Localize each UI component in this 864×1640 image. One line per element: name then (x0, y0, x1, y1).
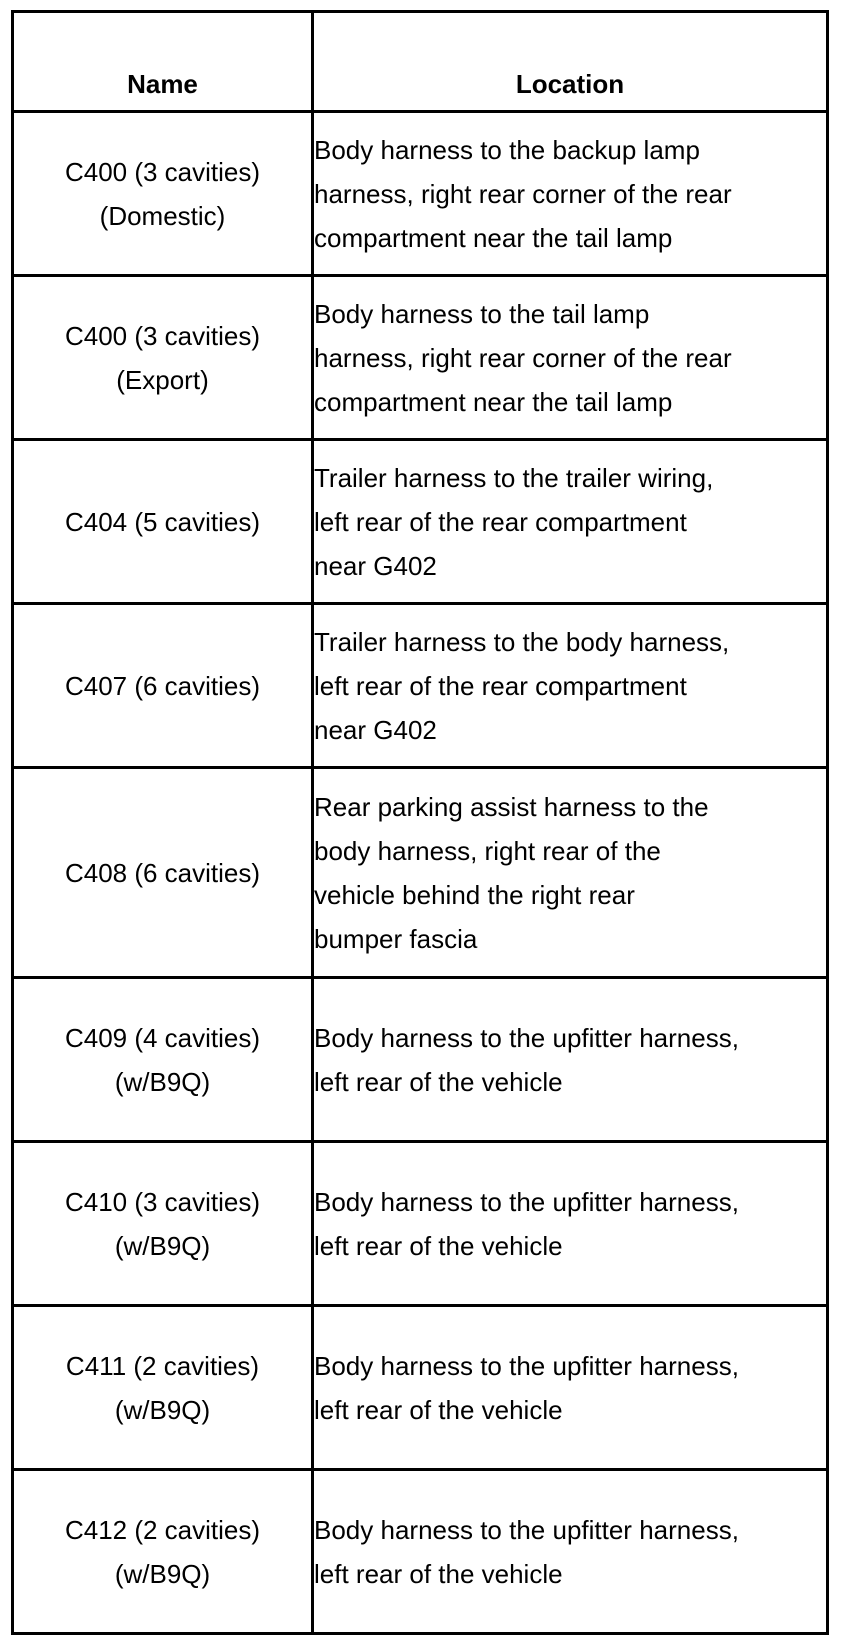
table-row (13, 1470, 828, 1634)
connector-name-cell (13, 276, 313, 440)
connector-location-table (11, 10, 829, 1635)
connector-name-line: (w/B9Q) (114, 1394, 211, 1425)
connector-name-line: C400 (3 cavities) (64, 320, 261, 351)
connector-name-cell (13, 112, 313, 276)
connector-name-cell (13, 768, 313, 978)
location-line: Body harness to the upfitter harness, (314, 1022, 739, 1053)
connector-location-cell (313, 276, 828, 440)
location-line: Rear parking assist harness to the (314, 791, 709, 822)
connector-name-line: C411 (2 cavities) (65, 1350, 260, 1381)
table-row (13, 978, 828, 1142)
connector-name-cell (13, 604, 313, 768)
location-line: left rear of the vehicle (314, 1230, 563, 1261)
name-column-header: Name (13, 12, 313, 112)
connector-name-line: (Domestic) (99, 200, 226, 231)
connector-location-cell (313, 978, 828, 1142)
connector-name-line: C410 (3 cavities) (64, 1186, 261, 1217)
connector-name-cell (13, 1142, 313, 1306)
connector-name-cell (13, 978, 313, 1142)
location-line: near G402 (314, 714, 437, 745)
connector-name-cell (13, 440, 313, 604)
location-line: left rear of the vehicle (314, 1558, 563, 1589)
table-row (13, 768, 828, 978)
connector-name-cell (13, 1306, 313, 1470)
location-line: near G402 (314, 550, 437, 581)
location-line: left rear of the rear compartment (314, 670, 687, 701)
location-line: Body harness to the upfitter harness, (314, 1186, 739, 1217)
connector-name-line: (w/B9Q) (114, 1230, 211, 1261)
location-line: harness, right rear corner of the rear (314, 342, 732, 373)
connector-location-cell (313, 1470, 828, 1634)
connector-location-cell (313, 112, 828, 276)
table-row (13, 276, 828, 440)
connector-name-line: C400 (3 cavities) (64, 156, 261, 187)
connector-location-cell (313, 1306, 828, 1470)
connector-name-line: C409 (4 cavities) (64, 1022, 261, 1053)
table-row (13, 604, 828, 768)
location-line: left rear of the rear compartment (314, 506, 687, 537)
location-line: compartment near the tail lamp (314, 386, 673, 417)
connector-name-line: C412 (2 cavities) (64, 1514, 261, 1545)
connector-name-line: C407 (6 cavities) (64, 670, 261, 701)
location-line: Trailer harness to the trailer wiring, (314, 462, 714, 493)
location-line: left rear of the vehicle (314, 1066, 563, 1097)
connector-name-line: (w/B9Q) (114, 1066, 211, 1097)
location-line: vehicle behind the right rear (314, 879, 635, 910)
location-line: Body harness to the upfitter harness, (314, 1350, 739, 1381)
connector-name-line: C404 (5 cavities) (64, 506, 261, 537)
connector-name-line: (w/B9Q) (114, 1558, 211, 1589)
table-row (13, 112, 828, 276)
connector-name-line: (Export) (116, 364, 209, 395)
connector-location-cell (313, 440, 828, 604)
connector-location-cell (313, 604, 828, 768)
location-column-header: Location (313, 12, 828, 112)
location-line: Body harness to the upfitter harness, (314, 1514, 739, 1545)
table-row (13, 1306, 828, 1470)
location-line: Body harness to the backup lamp (314, 134, 700, 165)
location-line: Body harness to the tail lamp (314, 298, 650, 329)
connector-name-cell (13, 1470, 313, 1634)
table-row (13, 440, 828, 604)
connector-location-cell (313, 1142, 828, 1306)
table-header-row (13, 12, 828, 112)
location-line: compartment near the tail lamp (314, 222, 673, 253)
location-line: Trailer harness to the body harness, (314, 626, 730, 657)
connector-name-line: C408 (6 cavities) (64, 857, 261, 888)
location-line: left rear of the vehicle (314, 1394, 563, 1425)
location-line: bumper fascia (314, 923, 478, 954)
location-line: harness, right rear corner of the rear (314, 178, 732, 209)
connector-location-cell (313, 768, 828, 978)
location-line: body harness, right rear of the (314, 835, 661, 866)
table-row (13, 1142, 828, 1306)
